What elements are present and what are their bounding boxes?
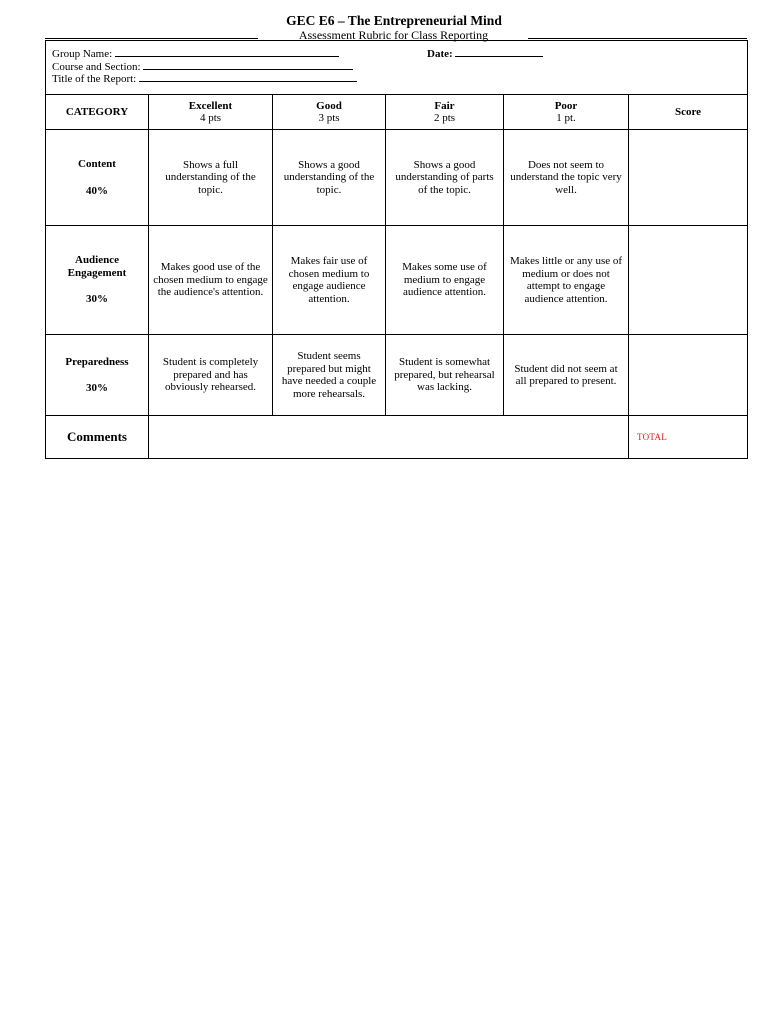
level-points: 2 pts bbox=[433, 112, 456, 124]
category-cell bbox=[46, 226, 149, 335]
level-points: 1 pt. bbox=[556, 112, 576, 124]
date-field[interactable] bbox=[455, 46, 543, 57]
category-name: Content bbox=[78, 158, 116, 170]
descriptor-cell-poor: Student did not seem at all prepared to present. bbox=[504, 335, 629, 416]
fair-column-header bbox=[386, 95, 504, 130]
score-cell-preparedness[interactable] bbox=[629, 335, 748, 416]
descriptor-cell-excellent: Shows a full understanding of the topic. bbox=[149, 130, 273, 226]
category-column-header: CATEGORY bbox=[46, 95, 149, 130]
report-title-field[interactable] bbox=[139, 71, 357, 82]
category-name: Audience Engagement bbox=[67, 254, 127, 279]
group-name-line bbox=[52, 46, 741, 59]
category-name: Preparedness bbox=[65, 355, 129, 368]
category-cell bbox=[46, 130, 149, 226]
category-weight: 30% bbox=[86, 382, 108, 394]
descriptor-cell-good: Student seems prepared but might have needed a couple more rehearsals. bbox=[273, 335, 386, 416]
level-points: 4 pts bbox=[199, 112, 222, 124]
category-weight: 30% bbox=[86, 293, 108, 306]
level-name: Fair bbox=[434, 99, 455, 112]
score-column-header: Score bbox=[629, 95, 748, 130]
poor-column-header bbox=[504, 95, 629, 130]
group-name-field[interactable] bbox=[115, 46, 339, 57]
comments-field[interactable] bbox=[149, 416, 629, 459]
rubric-table bbox=[45, 40, 748, 459]
subtitle-rule-right bbox=[528, 38, 747, 39]
score-cell-content[interactable] bbox=[629, 130, 748, 226]
info-row bbox=[46, 41, 748, 95]
report-title-label: Title of the Report: bbox=[52, 73, 137, 85]
level-name: Excellent bbox=[188, 99, 233, 112]
document-title: GEC E6 – The Entrepreneurial Mind bbox=[286, 13, 502, 28]
good-column-header bbox=[273, 95, 386, 130]
date-label: Date: bbox=[427, 48, 453, 60]
date-line bbox=[427, 46, 543, 61]
level-name: Good bbox=[316, 99, 342, 112]
rubric-row-preparedness bbox=[46, 335, 748, 416]
rubric-row-content bbox=[46, 130, 748, 226]
course-section-field[interactable] bbox=[143, 59, 353, 70]
comments-row bbox=[46, 416, 748, 459]
group-name-label: Group Name: bbox=[52, 48, 113, 60]
category-weight: 40% bbox=[86, 184, 108, 197]
descriptor-cell-good: Makes fair use of chosen medium to engage audience attention. bbox=[273, 226, 386, 335]
level-name: Poor bbox=[554, 99, 578, 112]
rubric-row-audience-engagement bbox=[46, 226, 748, 335]
report-info-box bbox=[46, 41, 748, 95]
report-title-line bbox=[52, 71, 741, 84]
descriptor-cell-fair: Student is somewhat prepared, but rehearsal was lacking. bbox=[386, 335, 504, 416]
document-subtitle: Assessment Rubric for Class Reporting bbox=[298, 28, 489, 42]
category-cell bbox=[46, 335, 149, 416]
descriptor-cell-poor: Does not seem to understand the topic very well. bbox=[504, 130, 629, 226]
descriptor-cell-fair: Shows a good understanding of parts of the topic. bbox=[386, 130, 504, 226]
course-section-line bbox=[52, 59, 741, 72]
descriptor-cell-good: Shows a good understanding of the topic. bbox=[273, 130, 386, 226]
descriptor-cell-excellent: Makes good use of the chosen medium to engage the audience's attention. bbox=[149, 226, 273, 335]
excellent-column-header bbox=[149, 95, 273, 130]
header-row bbox=[46, 95, 748, 130]
level-points: 3 pts bbox=[318, 112, 340, 124]
descriptor-cell-fair: Makes some use of medium to engage audience attention. bbox=[386, 226, 504, 335]
comments-label: Comments bbox=[46, 416, 149, 459]
descriptor-cell-poor: Makes little or any use of medium or does not attempt to engage audience attention. bbox=[504, 226, 629, 335]
descriptor-cell-excellent: Student is completely prepared and has obviously rehearsed. bbox=[149, 335, 273, 416]
score-cell-audience-engagement[interactable] bbox=[629, 226, 748, 335]
course-section-label: Course and Section: bbox=[52, 60, 141, 73]
total-label: TOTAL bbox=[629, 416, 748, 459]
